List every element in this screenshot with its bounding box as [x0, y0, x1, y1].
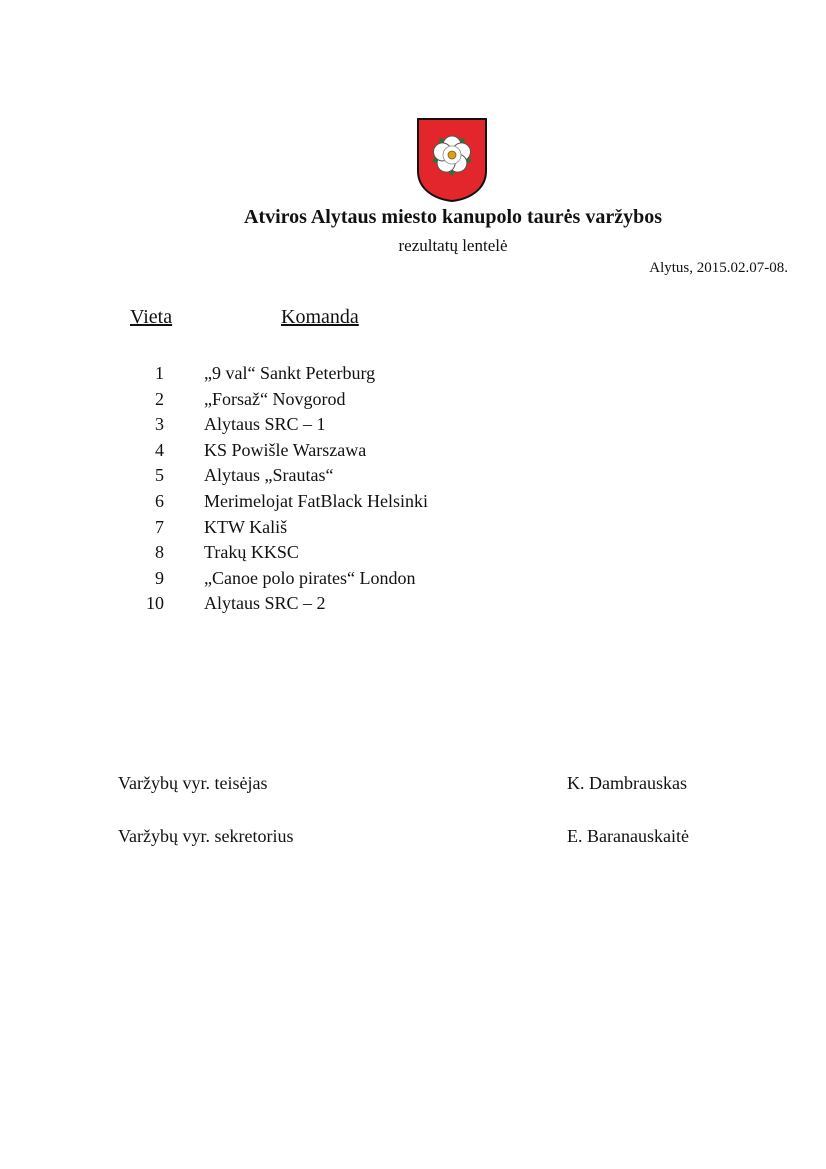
result-row: [0, 568, 826, 594]
result-team: KTW Kališ: [204, 516, 288, 537]
result-place: 10: [146, 593, 164, 614]
result-place: 5: [155, 465, 164, 486]
result-place: 4: [155, 439, 164, 460]
result-place: 6: [155, 490, 164, 511]
chief-secretary-role: Varžybų vyr. sekretorius: [118, 826, 294, 846]
result-row: [0, 465, 826, 491]
result-team: „9 val“ Sankt Peterburg: [204, 363, 376, 383]
result-team: Trakų KKSC: [204, 542, 299, 563]
result-team: „Forsaž“ Novgorod: [204, 388, 346, 409]
result-team: Alytaus SRC – 1: [204, 414, 326, 435]
place-date: Alytus, 2015.02.07-08.: [649, 260, 788, 276]
result-team: „Canoe polo pirates“ London: [204, 567, 416, 588]
result-place: 2: [155, 388, 164, 409]
column-header-team: Komanda: [281, 306, 359, 328]
result-place: 7: [155, 516, 164, 537]
result-team: Merimelojat FatBlack Helsinki: [204, 490, 428, 511]
result-place: 3: [155, 414, 164, 435]
results-list: [0, 363, 826, 619]
chief-secretary-name: E. Baranauskaitė: [567, 826, 689, 846]
result-row: [0, 363, 826, 389]
result-place: 9: [155, 567, 164, 588]
result-row: [0, 593, 826, 619]
result-row: [0, 440, 826, 466]
column-header-place: Vieta: [130, 306, 173, 328]
document-subtitle: rezultatų lentelė: [398, 236, 508, 255]
result-row: [0, 414, 826, 440]
result-place: 1: [155, 363, 164, 383]
chief-judge-name: K. Dambrauskas: [567, 773, 687, 793]
result-row: [0, 542, 826, 568]
coat-of-arms-icon: [416, 117, 488, 203]
result-row: [0, 517, 826, 543]
document-title: Atviros Alytaus miesto kanupolo taurės varžybos: [244, 206, 662, 228]
result-team: Alytaus SRC – 2: [204, 593, 326, 614]
result-row: [0, 389, 826, 415]
result-place: 8: [155, 542, 164, 563]
result-team: KS Powišle Warszawa: [204, 439, 367, 460]
result-team: Alytaus „Srautas“: [204, 465, 334, 486]
chief-judge-role: Varžybų vyr. teisėjas: [118, 773, 268, 793]
result-row: [0, 491, 826, 517]
